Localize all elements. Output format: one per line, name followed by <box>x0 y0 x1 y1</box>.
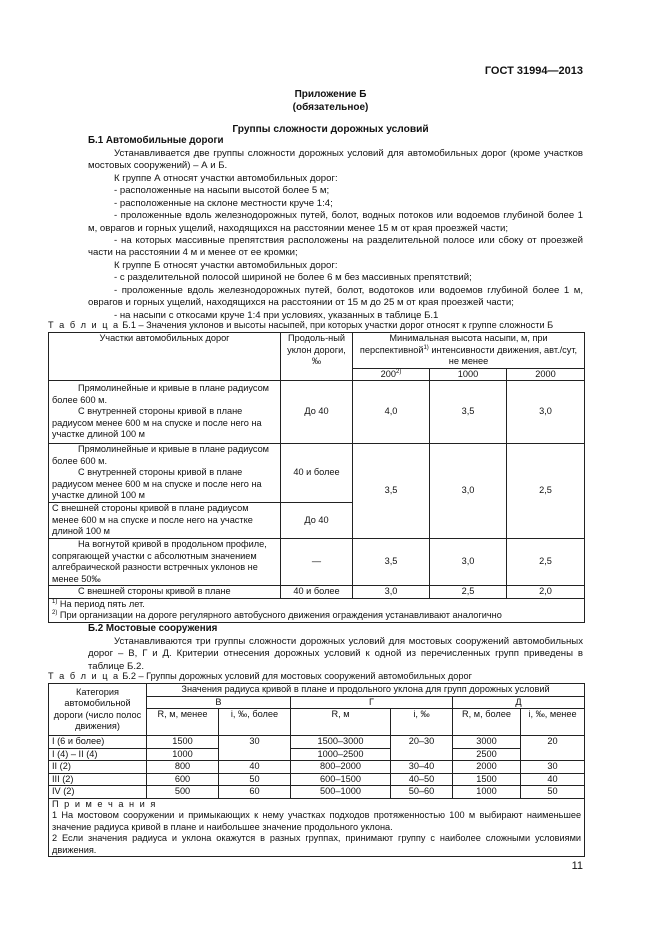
b1-para: К группе А относят участки автомобильных дорог: <box>114 172 338 184</box>
t1-footnotes <box>49 598 585 622</box>
t1-header-slope: Продоль-ный уклон дороги, ‰ <box>281 333 353 381</box>
t2-cell: 1000 <box>147 748 219 761</box>
t1-header-segments: Участки автомобильных дорог <box>49 333 281 381</box>
t2-cell: 50 <box>521 786 585 799</box>
t1-row2-a: Прямолинейные и кривые в плане радиусом более 600 м. <box>52 444 269 466</box>
t2-cell: 50 <box>219 773 291 786</box>
t2-cell: 500 <box>147 786 219 799</box>
t2-notes-cell <box>49 798 585 857</box>
t1-row4-v3: 2,5 <box>507 539 585 586</box>
t2-cell: 800 <box>147 761 219 774</box>
table1-caption-prefix: Т а б л и ц а <box>48 320 120 330</box>
table2-caption-text: Б.2 – Группы дорожных условий для мостовых сооружений автомобильных дорог <box>122 671 472 681</box>
t2-notes-title: П р и м е ч а н и я <box>52 798 157 809</box>
table-row <box>49 381 585 444</box>
t1-subheader-2000: 2000 <box>507 368 585 381</box>
b1-para: К группе Б относят участки автомобильных дорог: <box>114 259 338 271</box>
t2-cell: IV (2) <box>49 786 147 799</box>
t2-cell: 3000 <box>453 736 521 749</box>
t1-subheader-1000: 1000 <box>430 368 507 381</box>
t1-row2-segment <box>49 444 281 503</box>
table2-caption-prefix: Т а б л и ц а <box>48 671 120 681</box>
section-title: Группы сложности дорожных условий <box>232 124 429 135</box>
t2-cell: 40–50 <box>391 773 453 786</box>
t2-group-v: В <box>147 696 291 709</box>
t2-cell: 40 <box>521 773 585 786</box>
t1-row1-v3: 3,0 <box>507 381 585 444</box>
t1-row2-b: С внутренней стороны кривой в плане радиусом менее 600 м на спуске и после него на участке длиной 100 м <box>52 467 262 501</box>
b1-para: - расположенные на насыпи высотой более 5 м; <box>114 185 330 197</box>
t1-row4-v2: 3,0 <box>430 539 507 586</box>
t1-row5-slope: 40 и более <box>281 586 353 599</box>
t1-header-height <box>353 333 585 369</box>
section-b1 <box>88 135 583 322</box>
table-b2 <box>48 683 585 857</box>
t2-cell: 30 <box>219 736 291 761</box>
appendix-status: (обязательное) <box>292 102 369 113</box>
section-b2 <box>88 623 583 673</box>
t1-row1-segment <box>49 381 281 444</box>
t2-cell: 1500 <box>147 736 219 749</box>
t2-cell: 500–1000 <box>291 786 391 799</box>
t1-row1-b: С внутренней стороны кривой в плане радиусом менее 600 м на спуске и после него на участке длиной 100 м <box>52 406 262 440</box>
t2-cell: II (2) <box>49 761 147 774</box>
table2-caption <box>48 671 588 683</box>
t2-group-g: Г <box>291 696 453 709</box>
table-b1 <box>48 332 585 623</box>
t2-cell: I (4) – II (4) <box>49 748 147 761</box>
t1-row1-v1: 4,0 <box>353 381 430 444</box>
table-row <box>49 586 585 599</box>
t1-row5-v1: 3,0 <box>353 586 430 599</box>
t2-cell: 1000–2500 <box>291 748 391 761</box>
t1-footnotes-cell <box>49 598 585 622</box>
t2-h-i-more: i, ‰, более <box>219 709 291 736</box>
t1-row4-a: На вогнутой кривой в продольном профиле, сопрягающей участки с абсолютным значением алгебраической разности встречных уклонов не менее 50‰ <box>52 539 267 584</box>
t2-h-r: R, м <box>291 709 391 736</box>
t2-group-d: Д <box>453 696 585 709</box>
t1-row4-slope: — <box>281 539 353 586</box>
t1-row1-slope: До 40 <box>281 381 353 444</box>
t2-h-r-more: R, м, более <box>453 709 521 736</box>
t1-row1-v2: 3,5 <box>430 381 507 444</box>
t1-row1-a: Прямолинейные и кривые в плане радиусом более 600 м. <box>52 383 269 405</box>
t2-h-i: i, ‰ <box>391 709 453 736</box>
t1-footnote-ref-2: 2) <box>396 368 402 375</box>
t1-header-height-tail: интенсивности движения, авт./сут, не менее <box>431 344 578 366</box>
t2-header-category: Категория автомобильной дороги (число полос движения) <box>49 684 147 736</box>
t1-header-height-text: Минимальная высота насыпи, м, при перспективной <box>359 333 548 355</box>
t2-h-i-less: i, ‰, менее <box>521 709 585 736</box>
t2-cell: I (6 и более) <box>49 736 147 749</box>
t2-header-span: Значения радиуса кривой в плане и продольного уклона для групп дорожных условий <box>147 684 585 697</box>
b1-heading: Б.1 Автомобильные дороги <box>88 135 224 146</box>
b1-para: - проложенные вдоль железнодорожных путей, болот, водотоков или водоемов глубиной более 1 м, оврагов и горных ущелий, находящихся на расстоянии от 15 м до 25 м от края проезжей части; <box>88 284 583 309</box>
table1-caption-text: Б.1 – Значения уклонов и высоты насыпей, при которых участки дорог относят к группе сложности Б <box>122 320 554 330</box>
page-number: 11 <box>571 860 583 872</box>
t2-cell: 2000 <box>453 761 521 774</box>
t2-cell: 800–2000 <box>291 761 391 774</box>
t1-row3-slope: До 40 <box>281 503 353 539</box>
table-row <box>49 444 585 503</box>
standard-number: ГОСТ 31994—2013 <box>484 65 583 77</box>
t2-h-r-less: R, м, менее <box>147 709 219 736</box>
table-row <box>49 736 585 749</box>
t2-cell: 20–30 <box>391 736 453 761</box>
t1-fn1-text: На период пять лет. <box>59 598 145 609</box>
table-row <box>49 539 585 586</box>
table1-caption <box>48 320 588 332</box>
t1-footnote-ref-1: 1) <box>423 344 429 351</box>
b1-para: - проложенные вдоль железнодорожных путей, болот, водных потоков или водоемов глубиной более 1 м, оврагов и горных ущелий, находящихся на расстоянии менее 15 м от края проезжей части; <box>88 210 583 234</box>
t1-footnote-2 <box>52 610 581 622</box>
t2-cell: III (2) <box>49 773 147 786</box>
t2-cell: 20 <box>521 736 585 761</box>
t2-cell: 600–1500 <box>291 773 391 786</box>
t1-row2-slope: 40 и более <box>281 444 353 503</box>
b1-para: - расположенные на склоне местности круче 1:4; <box>114 197 333 209</box>
b2-para: Устанавливаются три группы сложности дорожных условий для мостовых сооружений автомобильных дорог – В, Г и Д. Критерии отнесения дорожных условий к одной из перечисленных групп приведены в таблице Б.2. <box>88 635 583 672</box>
b1-para: - на которых массивные препятствия расположены на разделительной полосе или сбоку от проезжей части на расстоянии 4 м и менее от ее кромки; <box>88 235 583 259</box>
t2-cell: 30 <box>521 761 585 774</box>
t2-cell: 60 <box>219 786 291 799</box>
t1-footnote-1 <box>52 599 581 611</box>
b1-para: Устанавливается две группы сложности дорожных условий для автомобильных дорог (кроме участков мостовых сооружений) – А и Б. <box>88 147 583 172</box>
t1-row5-v2: 2,5 <box>430 586 507 599</box>
t1-sub-200-text: 200 <box>380 368 396 379</box>
t2-cell: 30–40 <box>391 761 453 774</box>
t1-row4-segment <box>49 539 281 586</box>
t2-note-2: 2 Если значения радиуса и уклона окажутся в разных группах, принимают группу с наиболее сложными условиями движения. <box>52 833 582 855</box>
t1-fn1-mark: 1) <box>52 598 58 605</box>
t1-row2-v3: 2,5 <box>507 444 585 539</box>
t1-fn2-mark: 2) <box>52 609 58 616</box>
t1-row4-v1: 3,5 <box>353 539 430 586</box>
t2-cell: 50–60 <box>391 786 453 799</box>
t2-note-1: 1 На мостовом сооружении и примыкающих к нему участках подходов протяженностью 100 м выбирают наименьшее значение радиуса кривой в плане и наибольшее значение продольного уклона. <box>52 810 582 832</box>
b1-para: - на насыпи с откосами круче 1:4 при условиях, указанных в таблице Б.1 <box>114 309 439 321</box>
t1-subheader-200 <box>353 368 430 381</box>
t1-fn2-text: При организации на дороге регулярного автобусного движения ограждения устанавливают аналогично <box>59 610 502 620</box>
t1-row2-v1: 3,5 <box>353 444 430 539</box>
t2-cell: 1500 <box>453 773 521 786</box>
appendix-title: Приложение Б <box>294 89 367 100</box>
t2-cell: 1000 <box>453 786 521 799</box>
t2-cell: 600 <box>147 773 219 786</box>
t2-notes <box>49 798 585 857</box>
t2-cell: 2500 <box>453 748 521 761</box>
b2-heading: Б.2 Мостовые сооружения <box>88 623 218 634</box>
t1-row2-v2: 3,0 <box>430 444 507 539</box>
table-row <box>49 748 585 761</box>
table-row <box>49 761 585 774</box>
table-row <box>49 786 585 799</box>
t1-row5-v3: 2,0 <box>507 586 585 599</box>
t1-row5-a: С внешней стороны кривой в плане <box>78 586 231 596</box>
t2-cell: 40 <box>219 761 291 774</box>
b1-para: - с разделительной полосой шириной не более 6 м без массивных препятствий; <box>114 272 472 284</box>
table-row <box>49 773 585 786</box>
t2-cell: 1500–3000 <box>291 736 391 749</box>
t1-row5-segment <box>49 586 281 599</box>
t1-row3-segment: С внешней стороны кривой в плане радиусом менее 600 м на спуске и после него на участке длиной 100 м <box>49 503 281 539</box>
